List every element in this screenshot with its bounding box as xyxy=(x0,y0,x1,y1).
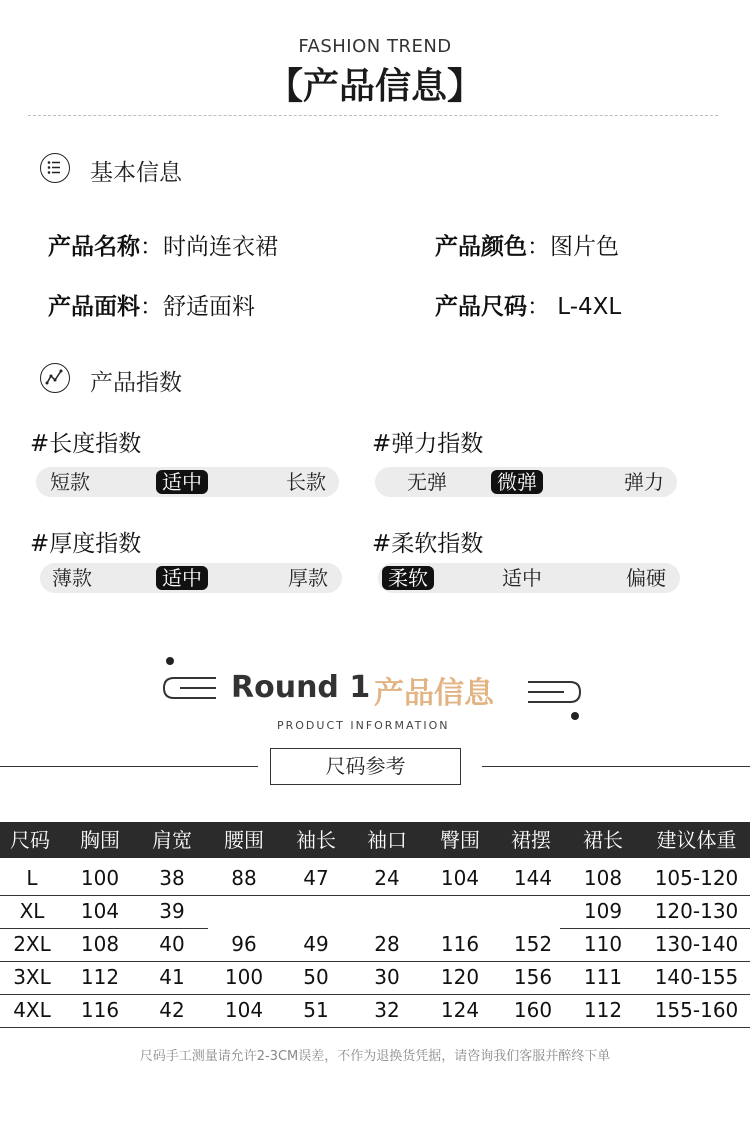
header-suggested-weight: 建议体重 xyxy=(656,828,737,852)
table-row xyxy=(0,961,750,994)
cell-sleeve-length: 49 xyxy=(303,932,329,956)
length-index-bar xyxy=(36,467,339,497)
softness-option-medium: 适中 xyxy=(502,566,542,590)
cell-hip: 124 xyxy=(440,998,480,1022)
cell-hem: 152 xyxy=(513,932,553,956)
cell-shoulder: 42 xyxy=(159,998,185,1022)
cell-suggested-weight: 155-160 xyxy=(654,998,739,1022)
cell-shoulder: 40 xyxy=(159,932,185,956)
product-size-label: 产品尺码 xyxy=(435,294,527,320)
elasticity-index-bar xyxy=(375,467,677,497)
cell-skirt-length: 111 xyxy=(583,965,623,989)
cell-bust: 100 xyxy=(80,866,120,890)
cell-shoulder: 39 xyxy=(159,899,185,923)
cell-bust: 112 xyxy=(80,965,120,989)
cell-sleeve-length: 47 xyxy=(303,866,329,890)
product-name-value: 时尚连衣裙 xyxy=(163,234,278,260)
round-product-info-en: PRODUCT INFORMATION xyxy=(277,719,450,732)
cell-size: 3XL xyxy=(13,965,51,989)
thickness-index-title: #厚度指数 xyxy=(30,531,142,557)
cell-waist: 100 xyxy=(224,965,264,989)
cell-cuff xyxy=(357,895,417,928)
header-hem: 裙摆 xyxy=(511,828,551,852)
cell-skirt-length: 108 xyxy=(583,866,623,890)
cell-hip: 120 xyxy=(440,965,480,989)
cell-hip: 116 xyxy=(440,932,480,956)
elasticity-index-title: #弹力指数 xyxy=(372,431,484,457)
cell-sleeve-length: 50 xyxy=(303,965,329,989)
product-fabric-label: 产品面料 xyxy=(48,294,140,320)
header-bust: 胸围 xyxy=(80,828,120,852)
trend-chart-icon xyxy=(40,363,70,393)
colon: ： xyxy=(527,234,550,260)
softness-option-soft-selected: 柔软 xyxy=(382,566,434,590)
header-sleeve-length: 袖长 xyxy=(296,828,336,852)
round-label: Round 1 xyxy=(231,670,371,705)
cell-size: XL xyxy=(19,899,45,923)
length-index-title: #长度指数 xyxy=(30,431,142,457)
softness-index-title: #柔软指数 xyxy=(372,531,484,557)
cell-size: L xyxy=(26,866,38,890)
cell-suggested-weight: 105-120 xyxy=(654,866,739,890)
cell-shoulder: 38 xyxy=(159,866,185,890)
decor-dot-right xyxy=(571,712,579,720)
header-divider xyxy=(28,115,718,116)
product-color-row xyxy=(435,228,619,261)
decor-bracket-left xyxy=(160,672,220,706)
cell-bust: 108 xyxy=(80,932,120,956)
header-shoulder: 肩宽 xyxy=(152,828,192,852)
cell-suggested-weight: 140-155 xyxy=(654,965,739,989)
cell-shoulder: 41 xyxy=(159,965,185,989)
colon: ： xyxy=(527,294,550,320)
elasticity-option-elastic: 弹力 xyxy=(624,470,664,494)
decor-bracket-right xyxy=(524,674,584,708)
cell-waist xyxy=(214,895,274,928)
product-fabric-value: 舒适面料 xyxy=(163,294,255,320)
size-table-header xyxy=(0,822,750,858)
cell-hem: 156 xyxy=(513,965,553,989)
header-hip: 臀围 xyxy=(440,828,480,852)
softness-index-bar xyxy=(378,563,680,593)
product-name-row xyxy=(48,228,278,261)
thickness-option-thin: 薄款 xyxy=(52,566,92,590)
round-product-info-cn: 产品信息 xyxy=(374,676,494,711)
cell-waist: 104 xyxy=(224,998,264,1022)
cell-sleeve-length: 51 xyxy=(303,998,329,1022)
cell-suggested-weight: 130-140 xyxy=(654,932,739,956)
basic-info-heading: 基本信息 xyxy=(90,160,182,186)
elasticity-option-none: 无弹 xyxy=(407,470,447,494)
decor-dot-left xyxy=(166,657,174,665)
header-waist: 腰围 xyxy=(224,828,264,852)
product-fabric-row xyxy=(48,288,255,321)
size-ref-line-left xyxy=(0,766,258,767)
cell-skirt-length: 110 xyxy=(583,932,623,956)
product-color-value: 图片色 xyxy=(550,234,619,260)
cell-suggested-weight: 120-130 xyxy=(654,899,739,923)
thickness-index-bar xyxy=(40,563,342,593)
cell-waist: 88 xyxy=(231,866,257,890)
length-option-medium-selected: 适中 xyxy=(156,470,208,494)
cell-skirt-length: 109 xyxy=(583,899,623,923)
colon: ： xyxy=(140,294,163,320)
list-icon xyxy=(40,153,70,183)
cell-cuff: 30 xyxy=(374,965,400,989)
measurement-note: 尺码手工测量请允许2-3CM误差，不作为退换货凭据，请咨询我们客服并醉终下单 xyxy=(139,1049,611,1064)
cell-cuff: 28 xyxy=(374,932,400,956)
size-ref-line-right xyxy=(482,766,750,767)
cell-bust: 116 xyxy=(80,998,120,1022)
cell-size: 4XL xyxy=(13,998,51,1022)
product-color-label: 产品颜色 xyxy=(435,234,527,260)
header-skirt-length: 裙长 xyxy=(583,828,623,852)
length-option-short: 短款 xyxy=(50,470,90,494)
elasticity-option-slight-selected: 微弹 xyxy=(491,470,543,494)
cell-hem xyxy=(501,895,565,928)
thickness-option-medium-selected: 适中 xyxy=(156,566,208,590)
table-row xyxy=(0,994,750,1027)
cell-cuff: 24 xyxy=(374,866,400,890)
cell-sleeve-length xyxy=(286,895,346,928)
cell-bust: 104 xyxy=(80,899,120,923)
length-option-long: 长款 xyxy=(286,470,326,494)
cell-hip xyxy=(430,895,490,928)
table-row xyxy=(0,928,750,961)
product-name-label: 产品名称 xyxy=(48,234,140,260)
product-index-heading: 产品指数 xyxy=(90,370,182,396)
product-size-row xyxy=(435,288,621,321)
header-cuff: 袖口 xyxy=(367,828,407,852)
table-row xyxy=(0,895,750,928)
colon: ： xyxy=(140,234,163,260)
product-size-value: L-4XL xyxy=(550,294,622,320)
softness-option-stiff: 偏硬 xyxy=(626,566,666,590)
fashion-trend-subtitle: FASHION TREND xyxy=(298,36,452,57)
cell-skirt-length: 112 xyxy=(583,998,623,1022)
cell-hip: 104 xyxy=(440,866,480,890)
table-row xyxy=(0,862,750,895)
cell-hem: 144 xyxy=(513,866,553,890)
cell-hem: 160 xyxy=(513,998,553,1022)
cell-size: 2XL xyxy=(13,932,51,956)
header-size: 尺码 xyxy=(10,828,50,852)
size-reference-label: 尺码参考 xyxy=(270,748,461,785)
cell-waist: 96 xyxy=(231,932,257,956)
thickness-option-thick: 厚款 xyxy=(288,566,328,590)
row-divider xyxy=(0,1027,750,1028)
cell-cuff: 32 xyxy=(374,998,400,1022)
page-title: 【产品信息】 xyxy=(266,66,483,107)
